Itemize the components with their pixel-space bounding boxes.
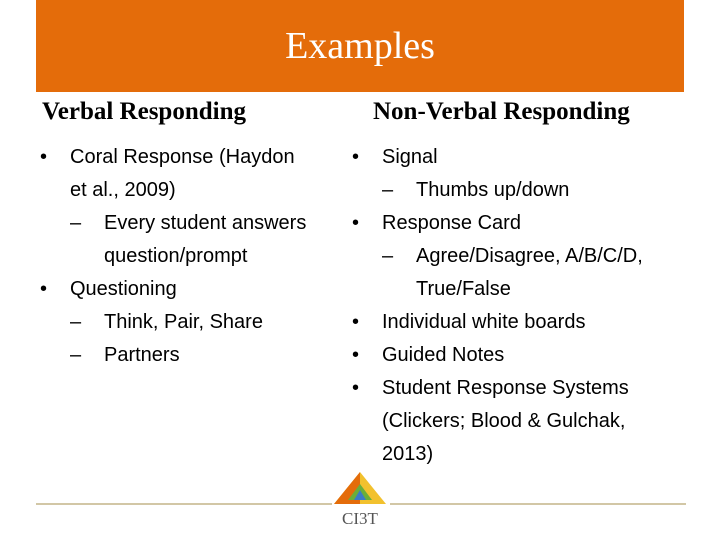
- dash-marker: –: [70, 212, 82, 234]
- sub-bullet-item: [352, 174, 692, 207]
- title-banner: [36, 0, 684, 92]
- bullet-text: Response Card: [382, 212, 521, 234]
- bullet-text: Student Response Systems: [382, 377, 629, 399]
- bullet-item: [352, 372, 692, 471]
- nonverbal-list: [352, 141, 692, 471]
- verbal-list: [40, 141, 360, 372]
- ci3t-logo: [330, 470, 390, 540]
- logo-text: CI3T: [342, 509, 378, 528]
- bullet-item: [352, 339, 692, 372]
- nonverbal-heading: Non-Verbal Responding: [373, 98, 630, 125]
- bullet-item: [40, 273, 360, 306]
- bullet-item: [40, 141, 360, 207]
- dash-marker: –: [70, 311, 82, 333]
- slide-title: Examples: [285, 25, 435, 67]
- sub-bullet-text: Agree/Disagree, A/B/C/D,: [416, 245, 643, 267]
- bullet-item: [352, 207, 692, 240]
- bullet-text: Individual white boards: [382, 311, 586, 333]
- sub-bullet-text: Thumbs up/down: [416, 179, 570, 201]
- footer-divider-right: [390, 503, 686, 505]
- bullet-marker: •: [352, 212, 360, 234]
- sub-bullet-text: question/prompt: [104, 245, 248, 267]
- sub-bullet-item: [40, 306, 360, 339]
- footer-divider-left: [36, 503, 332, 505]
- bullet-marker: •: [352, 377, 360, 399]
- bullet-text: Coral Response (Haydon: [70, 146, 295, 168]
- bullet-item: [352, 306, 692, 339]
- sub-bullet-text: Partners: [104, 344, 180, 366]
- bullet-text: 2013): [382, 443, 434, 465]
- bullet-marker: •: [352, 311, 360, 333]
- bullet-text: Signal: [382, 146, 438, 168]
- bullet-marker: •: [352, 146, 360, 168]
- sub-bullet-text: Think, Pair, Share: [104, 311, 263, 333]
- sub-bullet-item: [40, 207, 360, 273]
- sub-bullet-text: Every student answers: [104, 212, 307, 234]
- bullet-marker: •: [40, 146, 48, 168]
- dash-marker: –: [70, 344, 82, 366]
- bullet-marker: •: [352, 344, 360, 366]
- sub-bullet-item: [352, 240, 692, 306]
- dash-marker: –: [382, 179, 394, 201]
- dash-marker: –: [382, 245, 394, 267]
- sub-bullet-text: True/False: [416, 278, 511, 300]
- verbal-heading: Verbal Responding: [42, 98, 246, 125]
- bullet-text: (Clickers; Blood & Gulchak,: [382, 410, 626, 432]
- bullet-item: [352, 141, 692, 174]
- bullet-text: Questioning: [70, 278, 177, 300]
- bullet-text: Guided Notes: [382, 344, 505, 366]
- bullet-marker: •: [40, 278, 48, 300]
- bullet-text: et al., 2009): [70, 179, 176, 201]
- sub-bullet-item: [40, 339, 360, 372]
